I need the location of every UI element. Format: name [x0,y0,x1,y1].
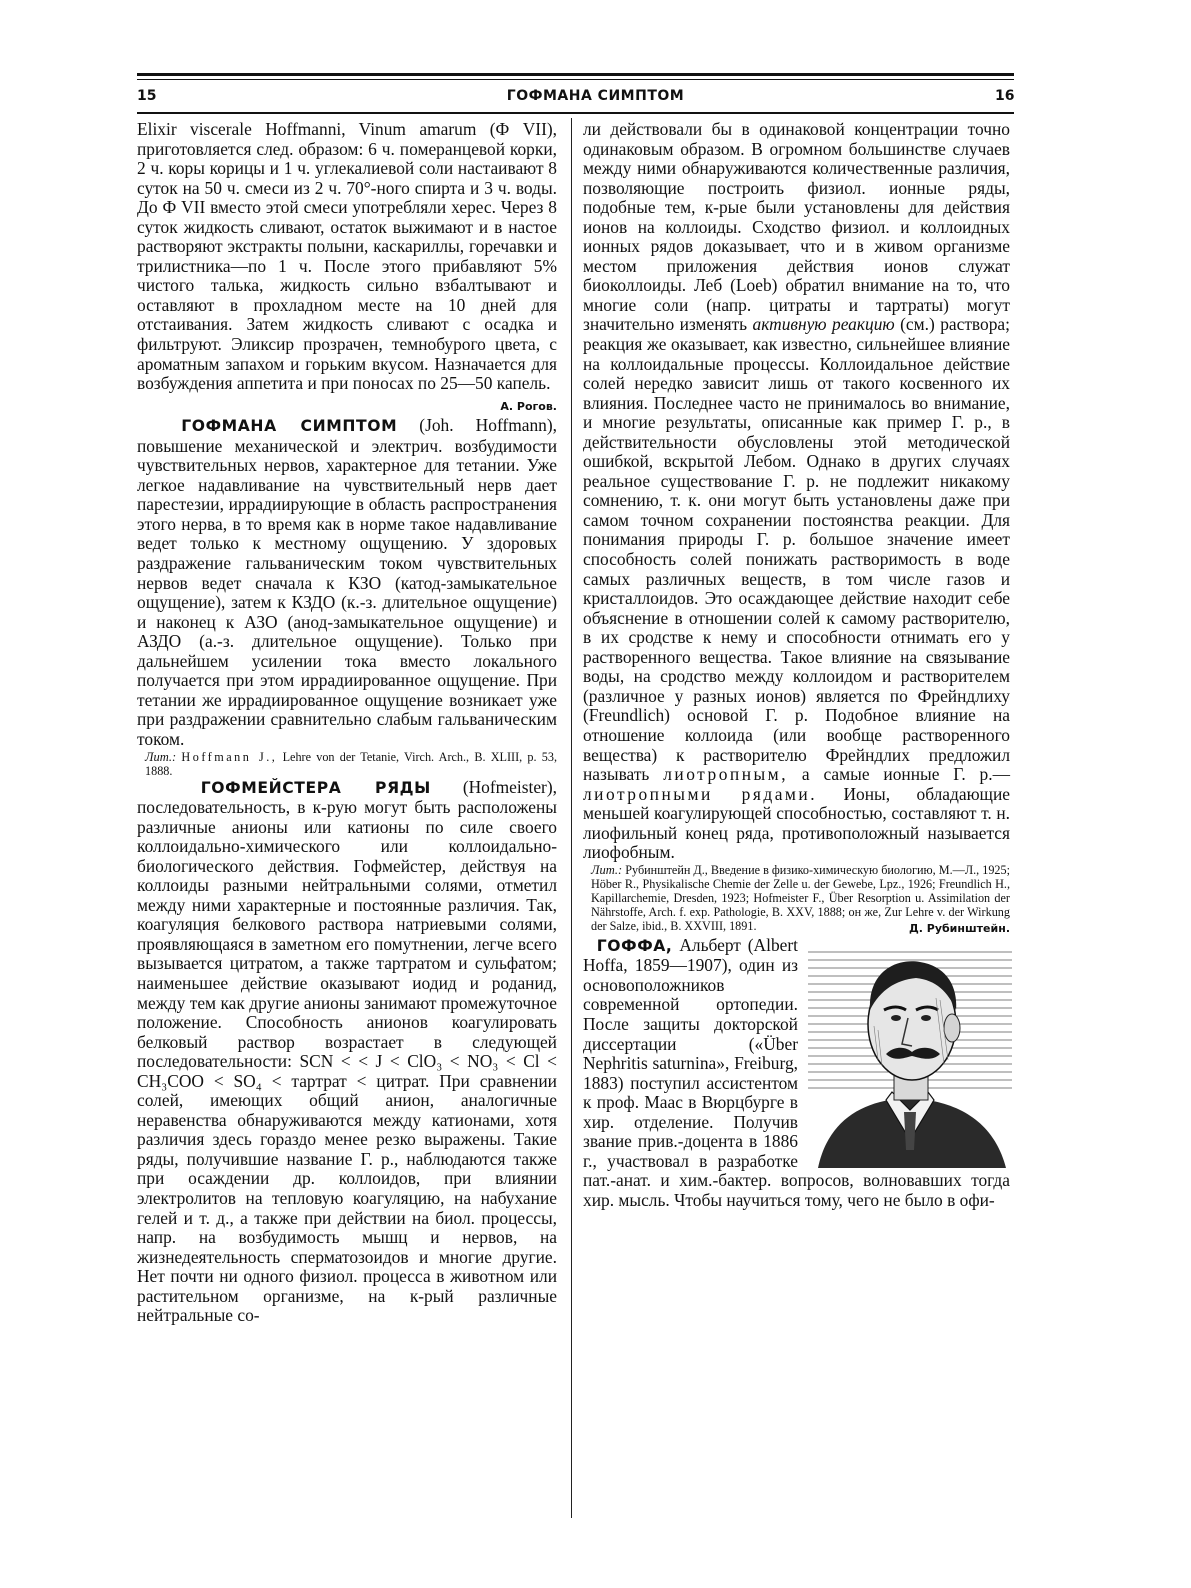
symptom-text: (Joh. Hoffmann), повышение механической и электрич. возбудимости чувствительных нервов, характерное для тетании. Уже легкое надавливание на чувствительный нерв дает парестезии, иррадиирующие в область распространения этого нерва, в то время как в норме такое надавливание ведет только к местному ощущению. У здоровых раздражение гальваническим током чувствительных нервов ведет сначала к КЗО (катод-замыкательное ощущение), затем к КЗДО (к.-з. длительное ощущение) и наконец к АЗО (анод-замыкательное ощущение) и АЗДО (а.-з. длительное ощущение). Только при дальнейшем усилении тока вместо локального получается при этом иррадиированное ощущение. При тетании же иррадиированное ощущение возникает уже при раздражении сравнительно слабым гальваническим током. [137,415,557,749]
header-rule [137,73,1014,76]
hoffa-headword: ГОФФА, [596,936,673,955]
right-column [583,120,1010,1210]
symptom-lit-label: Лит.: [145,749,177,764]
running-head: ГОФМАНА СИМПТОМ [506,88,685,104]
column-divider [571,118,572,1518]
hofmeister-text-1: (Hofmeister), последовательность, в к-рую могут быть расположены различные анионы или катионы по силе своего коллоидально-химического или коллоидально-биологического действия. Гофмейстер, действуя на коллоиды разными нейтральными солями, отметил между ними характерные и постоянные различия. Так, коагуляция белкового раствора натриевыми солями, проявляющаяся в заметном его помутнении, легче всего вызывается цитратом, а также тартратом и сульфатом; наименьшее действие оказывают иодид и роданид, между тем как другие анионы занимают промежуточное положение. Способность анионов коагулировать белковый раствор возрастает в следующей последовательности: [137,776,557,1072]
hoffa-text: Альберт (Albert Hoffa, 1859—1907), один из основоположников современной ортопедии. После защиты докторской диссертации («Über Nephritis saturnina», Freiburg, 1883) поступил ассистентом к проф. Маас в Вюрцбурге в хир. отделение. Получив звание прив.-доцента в 1886 г., участвовал в разработке пат.-анат. и хим.-бактер. вопросов, волновавших тогда хир. мысль. Чтобы научиться тому, чего не было в офи- [583,934,1010,1210]
elixir-paragraph [137,119,557,413]
symptom-lit-text: Lehre von der Tetanie, Virch. Arch., B. XLIII, p. 53, 1888. [145,749,558,778]
continuation-text-3: а самые ионные Г. р.— [801,764,1010,785]
hofmeister-series: SCN < < J < ClO₃ < NO₃ < Cl < CH₃COO < SO₄ < тартрат < цитрат. [137,1051,557,1091]
hofmeister-headword: ГОФМЕЙСТЕРА РЯДЫ [200,778,431,797]
symptom-lit-author: Hoffmann J., [181,749,278,764]
spaced-term-lyotropic: лиотропным, [663,764,789,785]
hoffmann-symptom-entry [137,416,557,749]
continuation-text: ли действовали бы в одинаковой концентрации точно одинаковым образом. В огромном большинстве случаев между ними обнаруживаются количественные различия, позволяющие построить физиол. ионные ряды, подобные тем, к-рые были установлены для действия ионов на коллоиды. Сходство физиол. и коллоидных ионных рядов доказывает, что и в живом организме местом приложения действия ионов служат биоколлоиды. Леб (Loeb) обратил внимание на то, что многие соли (напр. цитраты и тартраты) могут значительно изменять [583,119,1010,335]
page-number-right: 16 [995,88,1015,104]
elixir-text: Elixir viscerale Hoffmanni, Vinum amarum (Ф VII), приготовляется след. образом: 6 ч. померанцевой корки, 2 ч. коры корицы и 1 ч. углекалиевой соли настаивают 8 суток на 50 ч. смеси из 2 ч. 70°-ного спирта и 3 ч. воды. До Ф VII вместо этой смеси употребляли херес. Через 8 суток жидкость сливают, остаток выжимают и в настое растворяют экстракты полыни, каскариллы, горечавки и трилистника—по 1 ч. После этого прибавляют 5% чистого талька, жидкость сильно взбалтывают и оставляют в прохладном месте на 10 дней для отстаивания. Затем жидкость сливают с осадка и фильтруют. Эликсир прозрачен, темнобурого цвета, с ароматным запахом и горьким вкусом. Назначается для возбуждения аппетита и при поносах по 25—50 капель. [137,119,557,394]
elixir-author: А. Рогов. [500,399,557,413]
hofmeister-text-2: При сравнении солей, имеющих общий анион, аналогичные неравенства обнаруживаются между катионами, хотя различия здесь гораздо менее резко выражены. Такие ряды, получившие название Г. р., наблюдаются также при осаждении др. коллоидов, при влиянии электролитов на тепловую коагуляцию, на набухание гелей и т. д., а также при действии на биол. процессы, напр. на возбудимость мышц и нервов, на жизнедеятельность сперматозоидов и многие другие. Нет почти ни одного физиол. процесса в животном или растительном организме, на к-рый различные нейтральные со- [137,1070,557,1326]
header-rule-thin [137,79,1014,80]
page-number-left: 15 [137,88,157,104]
left-column [137,120,557,1326]
lit-text: Рубинштейн Д., Введение в физико-химическую биологию, М.—Л., 1925; Höber R., Physikalische Chemie der Zelle u. der Gewebe, Lpz., 1926; Freundlich H., Kapillarchemie, Dresden, 1923; Hofmeister F., Über Resorption u. Assimilation der Nährstoffe, Arch. f. exp. Pathologie, B. XXV, 1888; он же, Zur Lehre v. der Wirkung der Salze, ibid., B. XXVIII, 1891. [591,862,1010,933]
symptom-headword: ГОФМАНА СИМПТОМ [181,417,398,436]
portrait-image [808,940,1012,1168]
running-head-rule [137,112,1014,114]
spaced-term-lyotropic-series: лиотропными рядами. [583,783,818,804]
lit-author: Д. Рубинштейн. [908,921,1010,935]
hoffa-entry [583,936,1010,1211]
lit-label: Лит.: [591,862,623,877]
hofmeister-continuation [583,120,1010,863]
symptom-literature [137,750,557,778]
hofmeister-entry [137,778,557,1326]
continuation-text-2: (см.) раствора; реакция же оказывает, как известно, сильнейшее влияние на коллоидальные процессы. Коллоидальное действие солей нередко зависит лишь от такого косвенного их влияния. Последнее часто не принималось во внимание, и многие результаты, описанные как пример Г. р., в действительности обусловлены этой методической ошибкой, вскрытой Лебом. Однако в других случаях реальное существование Г. р. не подлежит никакому сомнению, т. к. они могут быть установлены даже при самом точном сохранении постоянства реакции. Для понимания природы Г. р. большое значение имеет способность солей понижать растворимость в воде самых различных веществ, в том числе газов и кристаллоидов. Это осаждающее действие находит себе объяснение в отношении солей к самому растворителю, в их сродстве к нему и способности отнимать его у растворенного вещества. Такое влияние на связывание воды, на сродство между коллоидом и растворителем (различное у разных ионов) является по Фрейндлиху (Freundlich) основой Г. р. Подобное влияние на отношение коллоида (или вообще растворенного вещества) к растворителю Фрейндлих предложил называть [583,314,1010,785]
hofmeister-literature [583,863,1010,933]
italic-term: активную реакцию [752,314,895,335]
continuation-text-4: Ионы, обладающие меньшей коагулирующей способностью, составляют т. н. лиофильный конец ряда, противоположный называется лиофобным. [583,783,1010,863]
